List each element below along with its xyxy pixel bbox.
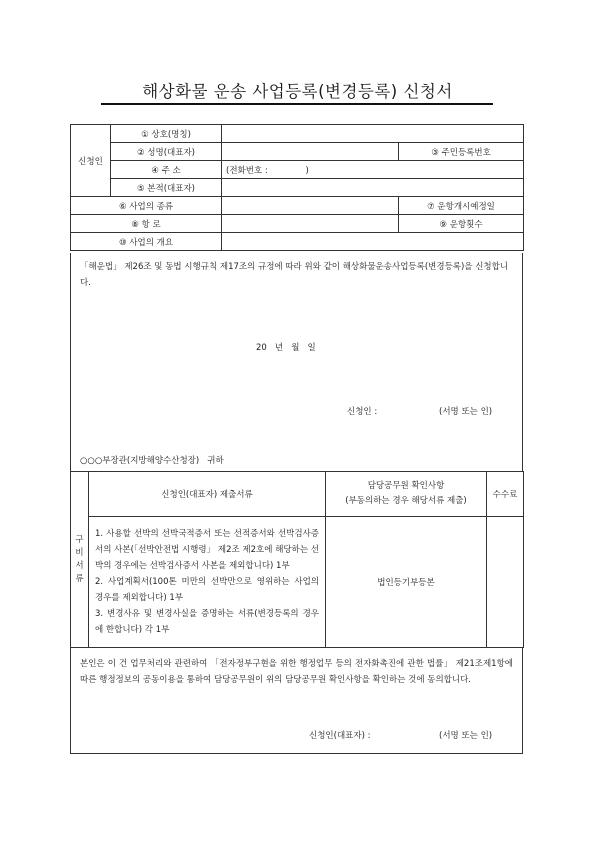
- trade-name-field[interactable]: [222, 125, 524, 143]
- verify-header-note: (부동의하는 경우 해당서류 제출): [345, 496, 467, 506]
- consent-sign-note: (서명 또는 인): [439, 731, 493, 741]
- submit-docs-list: [89, 517, 326, 648]
- fee-header: 수수료: [487, 472, 524, 517]
- frequency-label: ⑨ 운항횟수: [399, 215, 524, 233]
- applicant-table: [70, 124, 524, 251]
- overview-label: ⑩ 사업의 개요: [71, 233, 222, 251]
- doc-item: 2. 사업계획서(100톤 미만의 선박만으로 영위하는 사업의 경우를 제외합니다) 1부: [95, 577, 319, 603]
- statement-text: 「해운법」 제26조 및 동법 시행규칙 제17조의 규정에 따라 위와 같이 해상화물운송사업등록(변경등록)을 신청합니다.: [80, 262, 509, 288]
- business-type-field[interactable]: [222, 197, 399, 215]
- application-date: 20 년 월 일: [256, 343, 316, 353]
- documents-side-label: [71, 472, 89, 648]
- resident-no-label: ③ 주민등록번호: [399, 143, 524, 161]
- head-office-field[interactable]: [222, 179, 524, 197]
- recipient-line: ○○○부장관(지방해양수산청장) 귀하: [80, 456, 224, 466]
- route-label: ⑧ 항 로: [71, 215, 222, 233]
- documents-table: [70, 471, 524, 648]
- submit-docs-header: 신청인(대표자) 제출서류: [89, 472, 326, 517]
- side-label-char: 류: [75, 573, 84, 584]
- consent-signer-label: 신청인(대표자) :: [309, 731, 371, 741]
- applicant-sign-note: (서명 또는 인): [439, 407, 493, 417]
- fee-field[interactable]: [487, 517, 524, 648]
- side-label-char: 구: [75, 534, 84, 545]
- side-label-char: 비: [75, 547, 84, 558]
- form-title: 해상화물 운송 사업등록(변경등록) 신청서: [142, 82, 453, 101]
- verify-header: [326, 472, 487, 517]
- head-office-label: ⑤ 본적(대표자): [111, 179, 222, 197]
- consent-text: 본인은 이 건 업무처리와 관련하여 「전자정부구현을 위한 행정업무 등의 전자화촉진에 관한 법률」 제21조제1항에 따른 행정정보의 공동이용을 통하여 담당공무원이 위의 담당공무원 확인사항을 확인하는 것에 동의합니다.: [80, 659, 513, 685]
- doc-item: 1. 사용할 선박의 선박국적증서 또는 선적증서와 선박검사증서의 사본(「선박안전법 시행령」 제2조 제2호에 해당하는 선박의 경우에는 선박검사증서 사본을 제외합니다) 1부: [95, 529, 319, 571]
- business-type-label: ⑥ 사업의 종류: [71, 197, 222, 215]
- phone-label: (전화번호 : ): [226, 165, 309, 176]
- address-label: ④ 주 소: [111, 161, 222, 179]
- overview-field[interactable]: [222, 233, 524, 251]
- verify-item: 법인등기부등본: [326, 517, 487, 648]
- title-underline: [101, 103, 493, 105]
- address-field[interactable]: [222, 161, 524, 179]
- verify-header-title: 담당공무원 확인사항: [367, 481, 445, 491]
- name-field[interactable]: [222, 143, 399, 161]
- name-label: ② 성명(대표자): [111, 143, 222, 161]
- applicant-group-label: 신청인: [71, 125, 111, 197]
- start-date-label: ⑦ 운항개시예정일: [399, 197, 524, 215]
- consent-section: [70, 647, 523, 754]
- trade-name-label: ① 상호(명칭): [111, 125, 222, 143]
- route-field[interactable]: [222, 215, 399, 233]
- applicant-signer-label: 신청인 :: [347, 407, 378, 417]
- application-statement: [70, 253, 523, 471]
- doc-item: 3. 변경사유 및 변경사실을 증명하는 서류(변경등록의 경우에 한합니다) 각 1부: [95, 609, 319, 635]
- side-label-char: 서: [75, 560, 84, 571]
